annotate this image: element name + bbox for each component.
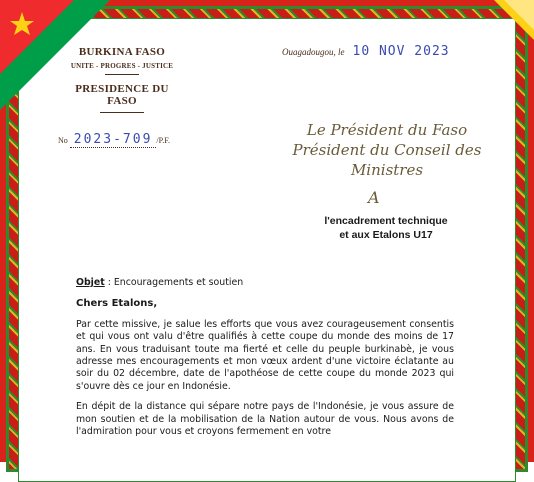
recipient (286, 214, 486, 242)
salutation: Chers Etalons, (76, 298, 158, 310)
ref-prefix: No (58, 136, 68, 145)
divider (100, 112, 144, 113)
recipient-line: l'encadrement technique (324, 215, 448, 227)
recipient-line: et aux Etalons U17 (339, 229, 433, 241)
addressee-marker: A (368, 188, 380, 207)
presidency-title: PRESIDENCE DU FASO (75, 83, 169, 107)
ref-number: 2023-709 (70, 132, 157, 148)
national-motto: UNITE - PROGRES - JUSTICE (70, 62, 174, 70)
divider (105, 74, 139, 75)
signatory-line: Ministres (350, 161, 424, 179)
paragraph: Par cette missive, je salue les efforts que vous avez courageusement consentis et qui vous ont valu d'être qualifiés à cette coupe du monde des moins de 17 ans. En vous traduisant toute ma fierté et celle du peuple burkinabè, je vous adresse mes encouragements et mon vœux ardent d'une victoire éclatante au soir du 02 décembre, date de l'apothéose de cette coupe du monde 2023 qui s'ouvre dès ce jour en Indonésie. (76, 318, 454, 392)
place-date (282, 44, 450, 59)
reference-number (58, 132, 170, 147)
signatory-line: Le Président du Faso (306, 121, 468, 139)
subject-line (76, 277, 454, 289)
letter-body (76, 277, 454, 438)
ref-suffix: /P.F. (156, 136, 170, 145)
burkina-flag-icon (0, 0, 110, 110)
signatory-line: Président du Conseil des (292, 141, 482, 159)
place-label: Ouagadougou, le (282, 47, 345, 57)
corner-ornament-icon (494, 0, 534, 40)
country-name: BURKINA FASO (78, 46, 166, 58)
paragraph: En dépit de la distance qui sépare notre pays de l'Indonésie, je vous assure de mon soutien et de la mobilisation de la Nation autour de vous. Nous avons de l'admiration pour vous et croyons fermement en votre (76, 401, 454, 438)
subject-text: : Encouragements et soutien (104, 277, 244, 288)
date-stamp: 10 NOV 2023 (352, 44, 450, 59)
subject-label: Objet (76, 277, 105, 288)
signatory-title (272, 120, 502, 180)
